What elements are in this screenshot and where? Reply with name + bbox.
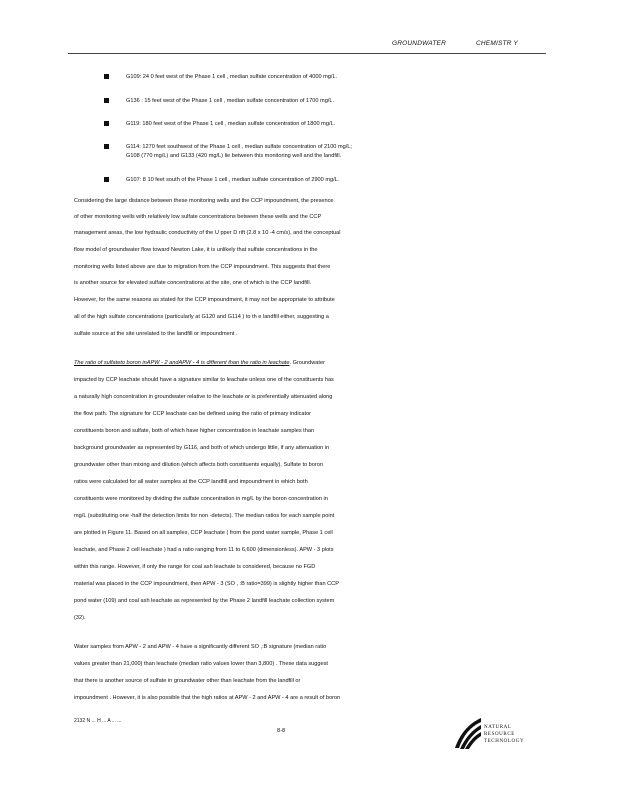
bullet-text: G119: 180 feet west of the Phase 1 cell , median sulfate concentration of 1800 mg/L. — [126, 121, 336, 127]
paragraph-line: impacted by CCP leachate should have a signature similar to leachate unless one of the constituents has — [74, 377, 334, 383]
paragraph-line: pond water (109) and coal ash leachate as represented by the Phase 2 landfill leachate collection system — [74, 598, 335, 604]
footer-document-id: 2132 N ... H ... A ... ... — [74, 718, 122, 724]
paragraph-lead-heading: The ratio of sulfateto boron inAPW - 2 andAPW - 4 is different than the ratio in leachate — [74, 360, 290, 366]
page-number: 8-8 — [277, 728, 286, 734]
paragraph-line: constituents were monitored by dividing the sulfate concentration in mg/L by the boron concentration in — [74, 496, 328, 502]
header-right: CHEMISTR Y — [476, 40, 518, 47]
bullet-text: G107: 8 10 feet south of the Phase 1 cell , median sulfate concentration of 2900 mg/L. — [126, 177, 340, 183]
paragraph-line: the flow path. The signature for CCP leachate can be defined using the ratio of primary indicator — [74, 411, 312, 417]
paragraph-line: of other monitoring wells with relatively low sulfate concentrations between these wells and the CCP — [74, 214, 322, 220]
paragraph-line: are plotted in Figure 11. Based on all samples, CCP leachate ( from the pond water sample, Phase 1 cell — [74, 530, 333, 536]
paragraph-line: that there is another source of sulfate in groundwater other than leachate from the landfill or — [74, 678, 301, 684]
paragraph-line: leachate, and Phase 2 cell leachate ) had a ratio ranging from 11 to 6,600 (dimensionless). APW - 3 plots — [74, 547, 334, 553]
paragraph-line: a naturally high concentration in groundwater relative to the leachate or is preferentially attenuated along — [74, 394, 333, 400]
bullet-text: G108 (770 mg/L) and G133 (420 mg/L) lie between this monitoring well and the landfill. — [126, 153, 342, 159]
paragraph-line: Considering the large distance between these monitoring wells and the CCP impoundment, the presence — [74, 198, 334, 204]
paragraph-line: mg/L (substituting one -half the detection limits for non -detects). The median ratios for each sample point — [74, 513, 335, 519]
logo-word: RESOURCE — [484, 732, 515, 737]
paragraph-line: impoundment . However, it is also possible that the high ratios at APW - 2 and APW - 4 are a result of boron — [74, 695, 341, 701]
paragraph-line: within this range. However, if only the range for coal ash leachate is considered, because no FGD — [74, 564, 316, 570]
bullet-text: G136 : 15 feet west of the Phase 1 cell , median sulfate concentration of 1700 mg/L. — [126, 98, 335, 104]
bullet-text: G114: 1270 feet southwest of the Phase 1 cell , median sulfate concentration of 2100 mg/L; — [126, 144, 352, 150]
paragraph-line: (32). — [74, 615, 86, 621]
paragraph-line: However, for the same reasons as stated for the CCP impoundment, it may not be appropriate to attribute — [74, 297, 335, 303]
logo-swoosh-icon — [454, 716, 482, 750]
paragraph-line: flow model of groundwater flow toward Newton Lake, it is unlikely that sulfate concentrations in the — [74, 247, 318, 253]
paragraph-line: all of the high sulfate concentrations (particularly at G120 and G114 ) to th e landfill either, suggesting a — [74, 314, 329, 320]
paragraph-line: Water samples from APW - 2 and APW - 4 have a significantly different SO ,:B signature (median ratio — [74, 644, 327, 650]
paragraph-line: monitoring wells listed above are due to migration from the CCP impoundment. This suggests that there — [74, 264, 331, 270]
bullet-square-icon — [104, 74, 109, 79]
paragraph-text: . Groundwater — [289, 360, 325, 366]
bullet-square-icon — [104, 177, 109, 182]
company-logo — [454, 716, 550, 750]
paragraph-line: ratios were calculated for all water samples at the CCP landfill and impoundment in which both — [74, 479, 308, 485]
paragraph-line: values greater than 21,000) than leachate (median ratio values lower than 3,800) . These data suggest — [74, 661, 328, 667]
bullet-text: G109: 24 0 feet west of the Phase 1 cell , median sulfate concentration of 4000 mg/L. — [126, 74, 338, 80]
header-left: GROUNDWATER — [392, 40, 446, 47]
paragraph-line: background groundwater as represented by G116, and both of which undergo little, if any attenuation in — [74, 445, 330, 451]
logo-word: NATURAL — [484, 725, 512, 730]
paragraph-line — [74, 359, 325, 368]
paragraph-line: management areas, the low hydraulic conductivity of the U pper D rift (2.8 x 10 -4 cm/s), and the conceptual — [74, 230, 341, 236]
paragraph-line: material was placed in the CCP impoundment, then APW - 3 (SO , :B ratio=399) is slightly higher than CCP — [74, 581, 339, 587]
header-rule — [68, 53, 546, 54]
bullet-square-icon — [104, 144, 109, 149]
bullet-square-icon — [104, 121, 109, 126]
paragraph-line: constituents boron and sulfate, both of which have higher concentration in leachate samples than — [74, 428, 315, 434]
logo-word: TECHNOLOGY — [484, 739, 525, 744]
paragraph-line: groundwater other than mixing and dilution (which affects both constituents equally). Sulfate to boron — [74, 462, 323, 468]
paragraph-line: is another source for elevated sulfate concentrations at the site, one of which is the CCP landfill. — [74, 280, 312, 286]
paragraph-line: sulfate source at the site unrelated to the landfill or impoundment . — [74, 331, 238, 337]
bullet-square-icon — [104, 98, 109, 103]
